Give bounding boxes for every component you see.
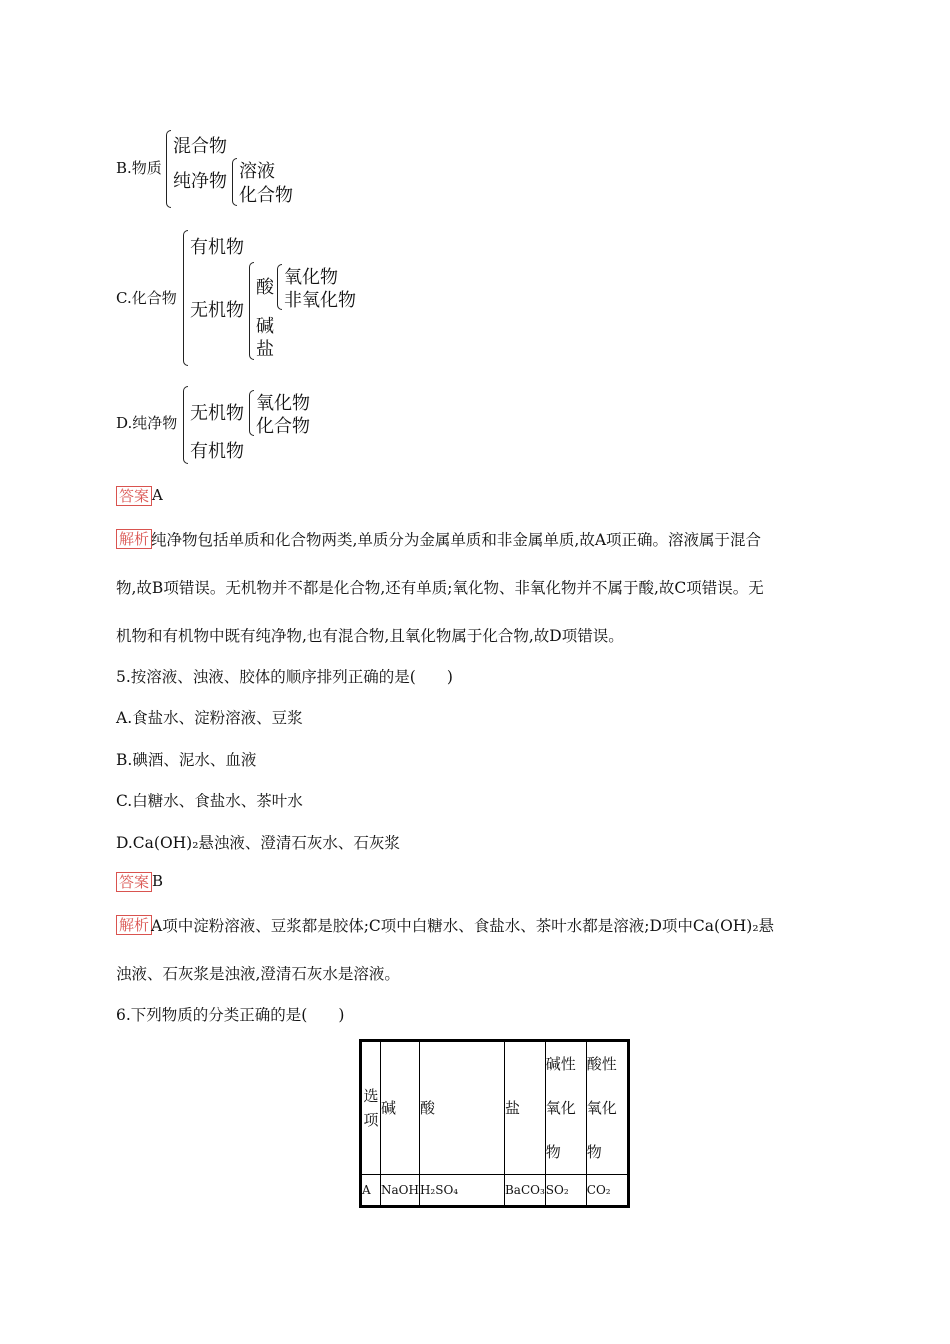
header-cell: 盐 — [504, 1041, 545, 1175]
acid-text: 酸 — [256, 277, 274, 298]
compound-text: 化合物 — [239, 185, 293, 206]
compound-text: 化合物 — [256, 416, 310, 437]
oxide-text: 氧化物 — [256, 393, 310, 414]
analysis-tag: 解析 — [116, 529, 152, 549]
answer-value: B — [152, 872, 164, 890]
header-cell: 碱 — [381, 1041, 420, 1175]
header-cell: 酸性氧化物 — [586, 1041, 628, 1175]
option-b-label: B.物质 — [116, 159, 162, 177]
option-a: A.食盐水、淀粉溶液、豆浆 — [116, 709, 303, 727]
non-oxide-text: 非氧化物 — [284, 290, 356, 311]
option-d: D.Ca(OH)₂悬浊液、澄清石灰水、石灰浆 — [116, 834, 400, 852]
inorganic-text: 无机物 — [190, 403, 244, 424]
brace — [249, 390, 254, 436]
table-cell: A — [361, 1175, 381, 1207]
inorganic-text: 无机物 — [190, 300, 244, 321]
table-cell: NaOH — [381, 1175, 420, 1207]
option-c: C.白糖水、食盐水、茶叶水 — [116, 792, 303, 810]
analysis-line: 物,故B项错误。无机物并不都是化合物,还有单质;氧化物、非氧化物并不属于酸,故C项错误。无 — [116, 579, 764, 597]
option-d-label: D.纯净物 — [116, 414, 178, 432]
answer-tag: 答案 — [116, 486, 152, 506]
answer-value: A — [152, 486, 163, 504]
question-6-stem: 6.下列物质的分类正确的是( ) — [116, 1006, 345, 1024]
organic-text: 有机物 — [190, 237, 244, 258]
brace — [232, 158, 237, 206]
classification-table — [359, 1039, 630, 1208]
answer-tag: 答案 — [116, 872, 152, 892]
brace — [183, 230, 188, 366]
option-b: B.碘酒、泥水、血液 — [116, 751, 257, 769]
solution-text: 溶液 — [239, 161, 275, 182]
organic-text: 有机物 — [190, 441, 244, 462]
analysis-tag: 解析 — [116, 915, 152, 935]
salt-text: 盐 — [256, 339, 274, 360]
table-header-row — [361, 1041, 629, 1175]
table-cell: H₂SO₄ — [419, 1175, 504, 1207]
analysis-line: 纯净物包括单质和化合物两类,单质分为金属单质和非金属单质,故A项正确。溶液属于混合 — [151, 531, 762, 549]
header-cell: 酸 — [419, 1041, 504, 1175]
table-cell: SO₂ — [545, 1175, 586, 1207]
question-5-stem: 5.按溶液、浊液、胶体的顺序排列正确的是( ) — [116, 668, 453, 686]
brace — [183, 386, 188, 464]
option-c-label: C.化合物 — [116, 289, 177, 307]
analysis-line: 浊液、石灰浆是浊液,澄清石灰水是溶液。 — [116, 965, 400, 983]
analysis-line: A项中淀粉溶液、豆浆都是胶体;C项中白糖水、食盐水、茶叶水都是溶液;D项中Ca(OH)₂悬 — [151, 917, 775, 935]
table-row — [361, 1175, 629, 1207]
mixture-text: 混合物 — [173, 136, 227, 157]
table-cell: CO₂ — [586, 1175, 628, 1207]
brace — [277, 264, 282, 310]
header-cell: 碱性氧化物 — [545, 1041, 586, 1175]
pure-substance-text: 纯净物 — [173, 171, 227, 192]
analysis-line: 机物和有机物中既有纯净物,也有混合物,且氧化物属于化合物,故D项错误。 — [116, 627, 624, 645]
base-text: 碱 — [256, 316, 274, 337]
oxide-text: 氧化物 — [284, 267, 338, 288]
header-cell: 选项 — [361, 1041, 381, 1175]
brace — [249, 262, 254, 360]
table-cell: BaCO₃ — [504, 1175, 545, 1207]
brace — [166, 130, 171, 208]
